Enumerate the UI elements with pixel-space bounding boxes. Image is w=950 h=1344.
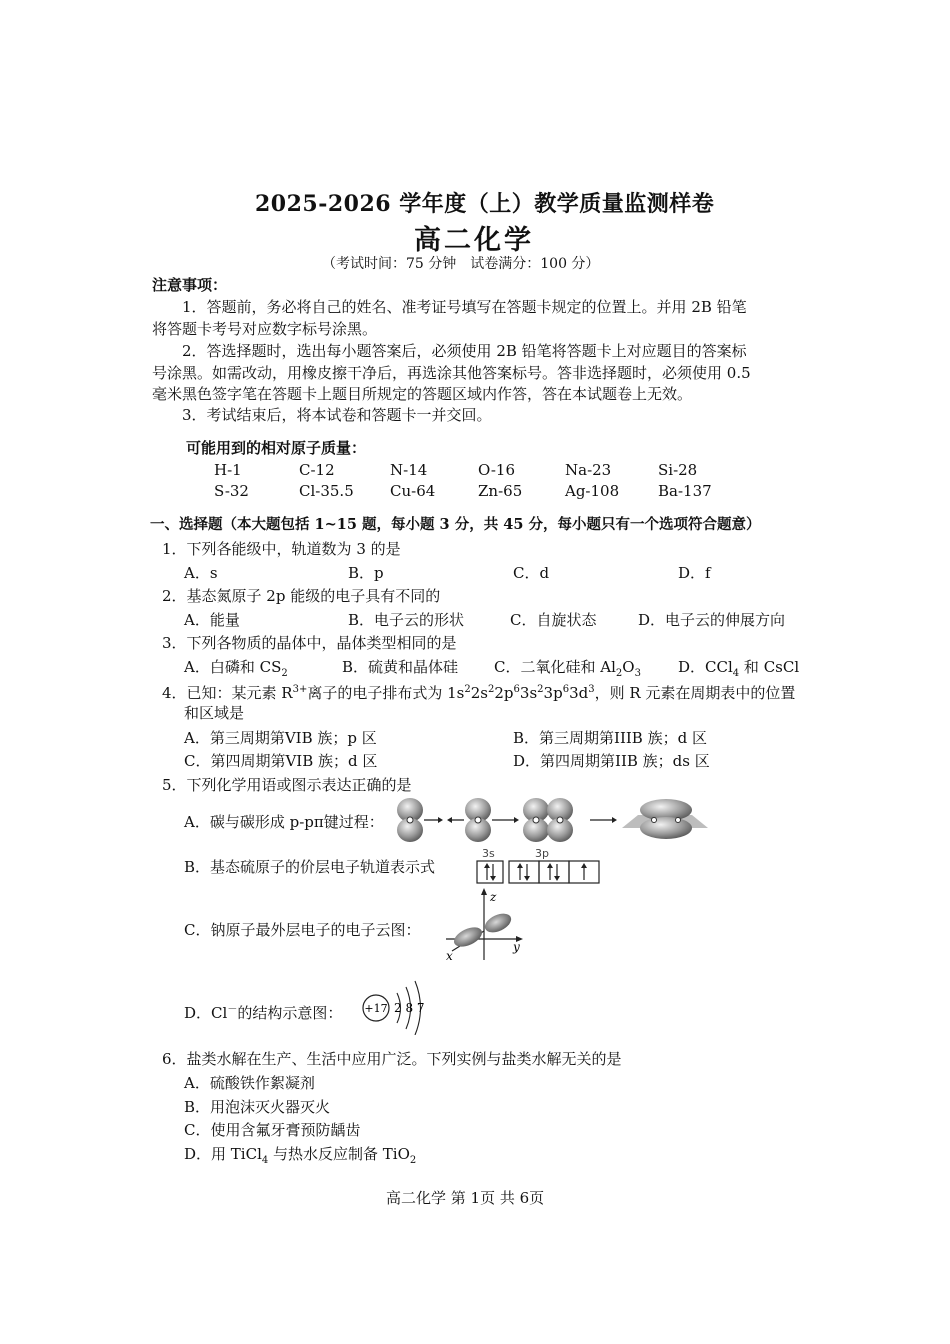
q4-sup-3: 6	[513, 684, 520, 695]
q4-option-a: A．第三周期第VIB 族；p 区	[184, 729, 377, 747]
q1-stem: 1．下列各能级中，轨道数为 3 的是	[162, 540, 401, 558]
notice-item1-line1: 1．答题前，务必将自己的姓名、准考证号填写在答题卡规定的位置上。并用 2B 铅笔	[182, 298, 747, 316]
subject-title: 高二化学	[414, 225, 534, 256]
electron-pair-icon	[517, 863, 530, 881]
q4-stem-mid: 离子的电子排布式为 1s	[307, 684, 465, 702]
nucleus-dot	[475, 817, 481, 823]
nucleus-charge: +17	[364, 1002, 388, 1015]
q3-a-sub: 2	[281, 668, 288, 679]
mass-h: H-1	[214, 461, 242, 479]
q4-2p: 2p	[494, 684, 514, 702]
q3-d-text: D．CCl	[678, 658, 733, 676]
q4-sup-4: 2	[537, 684, 544, 695]
q2-option-d: D．电子云的伸展方向	[638, 611, 786, 629]
q6-d-pre: D．用 TiCl	[184, 1145, 262, 1163]
q6-option-d	[184, 1144, 416, 1171]
q6-stem: 6．盐类水解在生产、生活中应用广泛。下列实例与盐类水解无关的是	[162, 1050, 622, 1068]
q4-stem-post: ，则 R 元素在周期表中的位置	[594, 684, 796, 702]
nucleus-dot	[533, 817, 539, 823]
notice-item3: 3．考试结束后，将本试卷和答题卡一并交回。	[182, 406, 492, 424]
arrowhead-icon	[447, 817, 452, 823]
q4-stem-sup: 3+	[292, 684, 308, 695]
notice-heading: 注意事项：	[152, 276, 228, 294]
q3-c-text: C．二氧化硅和 Al	[494, 658, 616, 676]
mass-na: Na-23	[565, 461, 612, 479]
q4-stem	[162, 680, 795, 703]
orbital-box-3p-1	[509, 861, 539, 883]
shell-electrons: 2 8 7	[394, 1001, 425, 1015]
q4-2s: 2s	[470, 684, 488, 702]
q2-option-c: C．自旋状态	[510, 611, 597, 629]
notice-item2-line2: 号涂黑。如需改动，用橡皮擦干净后，再选涂其他答案标号。答非选择题时，必须使用 0.5	[152, 364, 751, 382]
page-footer: 高二化学 第 1页 共 6页	[386, 1189, 545, 1207]
q6-d-sub2: 2	[409, 1155, 417, 1166]
q3-d-post: 和 CsCl	[739, 658, 800, 676]
cloud-lobe	[451, 923, 485, 950]
q4-option-b: B．第三周期第IIIB 族；d 区	[513, 729, 707, 747]
orbital-box-3s	[477, 861, 503, 883]
orbital-diagram	[476, 860, 600, 886]
q5-d-pre: D．Cl	[184, 1004, 228, 1022]
notice-item1-line2: 将答题卡考号对应数字标号涂黑。	[152, 320, 378, 338]
nucleus-dot	[652, 818, 657, 823]
q4-option-c: C．第四周期第VIB 族；d 区	[184, 752, 378, 770]
q5-option-a: A．碳与碳形成 p-pπ键过程：	[184, 813, 384, 831]
q5-stem: 5．下列化学用语或图示表达正确的是	[162, 776, 412, 794]
q5-d-post: 的结构示意图：	[237, 1004, 343, 1022]
label-3p: 3p	[535, 847, 549, 860]
electron-up-icon	[581, 863, 587, 880]
mass-c: C-12	[299, 461, 335, 479]
q6-option-c: C．使用含氟牙膏预防龋齿	[184, 1121, 361, 1139]
arrowhead-icon	[514, 817, 519, 823]
electron-pair-icon	[484, 863, 496, 881]
q3-d-sub: 4	[732, 668, 740, 679]
mass-ag: Ag-108	[565, 482, 620, 500]
nucleus-dot	[676, 818, 681, 823]
q3-option-b: B．硫黄和晶体硅	[342, 658, 459, 676]
pi-bond-formation-diagram	[390, 795, 720, 845]
q4-sup-5: 6	[562, 684, 570, 695]
q6-option-a: A．硫酸铁作絮凝剂	[184, 1074, 315, 1092]
q2-option-a: A．能量	[184, 611, 240, 629]
exam-info: （考试时间：75 分钟 试卷满分：100 分）	[322, 256, 600, 272]
q3-a-text: A．白磷和 CS	[184, 658, 282, 676]
z-arrow-icon	[481, 888, 487, 895]
mass-cl: Cl-35.5	[299, 482, 354, 500]
mass-si: Si-28	[658, 461, 698, 479]
nucleus-dot	[557, 817, 563, 823]
mass-o: O-16	[478, 461, 516, 479]
q3-stem: 3．下列各物质的晶体中，晶体类型相同的是	[162, 634, 457, 652]
mass-ba: Ba-137	[658, 482, 712, 500]
q4-sup-6: 3	[588, 684, 595, 695]
q2-stem: 2．基态氮原子 2p 能级的电子具有不同的	[162, 587, 441, 605]
mass-cu: Cu-64	[390, 482, 436, 500]
atomic-structure-diagram	[360, 975, 440, 1035]
q5-d-sup: －	[227, 1004, 238, 1015]
exam-title: 2025-2026 学年度（上）教学质量监测样卷	[255, 191, 715, 217]
q1-option-a: A．s	[184, 564, 218, 582]
q4-stem-line2: 和区域是	[184, 704, 245, 722]
q3-c-sub2: 3	[634, 668, 641, 679]
orbital-box-3p-2	[539, 861, 569, 883]
section1-heading: 一、选择题（本大题包括 1~15 题，每小题 3 分，共 45 分，每小题只有一个选项符合题意）	[150, 516, 761, 533]
q6-d-mid: 与热水反应制备 TiO	[268, 1145, 410, 1163]
q5-option-b: B．基态硫原子的价层电子轨道表示式	[184, 858, 436, 876]
arrowhead-icon	[612, 817, 617, 823]
q1-option-b: B．p	[348, 564, 384, 582]
axis-label-y: y	[513, 940, 520, 954]
q3-c-sub1: 2	[615, 668, 623, 679]
mass-n: N-14	[390, 461, 428, 479]
atomic-mass-heading: 可能用到的相对原子质量：	[186, 439, 367, 457]
q3-c-mid: O	[622, 658, 635, 676]
electron-pair-icon	[547, 863, 560, 881]
q4-3d: 3d	[569, 684, 589, 702]
q4-3s: 3s	[519, 684, 538, 702]
q2-option-b: B．电子云的形状	[348, 611, 465, 629]
q5-option-c: C．钠原子最外层电子的电子云图：	[184, 921, 421, 939]
q4-sup-1: 2	[464, 684, 471, 695]
q5-option-d	[184, 1000, 342, 1023]
q4-option-d: D．第四周期第IIB 族；ds 区	[513, 752, 710, 770]
label-3s: 3s	[482, 847, 495, 860]
mass-s: S-32	[214, 482, 249, 500]
q4-3p: 3p	[543, 684, 563, 702]
mass-zn: Zn-65	[478, 482, 523, 500]
q6-option-b: B．用泡沫灭火器灭火	[184, 1098, 331, 1116]
q1-option-d: D．f	[678, 564, 711, 582]
q4-sup-2: 2	[488, 684, 495, 695]
cloud-lobe	[482, 910, 514, 936]
q6-d-sub1: 4	[261, 1155, 269, 1166]
pi-bond-lobe	[640, 817, 692, 839]
arrowhead-icon	[438, 817, 443, 823]
notice-item2-line3: 毫米黑色签字笔在答题卡上题目所规定的答题区域内作答，答在本试题卷上无效。	[152, 385, 693, 403]
notice-item2-line1: 2．答选择题时，选出每小题答案后，必须使用 2B 铅笔将答题卡上对应题目的答案标	[182, 342, 747, 360]
q1-option-c: C．d	[513, 564, 550, 582]
axis-label-x: x	[446, 949, 453, 963]
electron-cloud-diagram	[440, 885, 530, 965]
nucleus-dot	[407, 817, 413, 823]
axis-label-z: z	[490, 890, 497, 904]
q4-stem-pre: 4．已知：某元素 R	[162, 684, 293, 702]
